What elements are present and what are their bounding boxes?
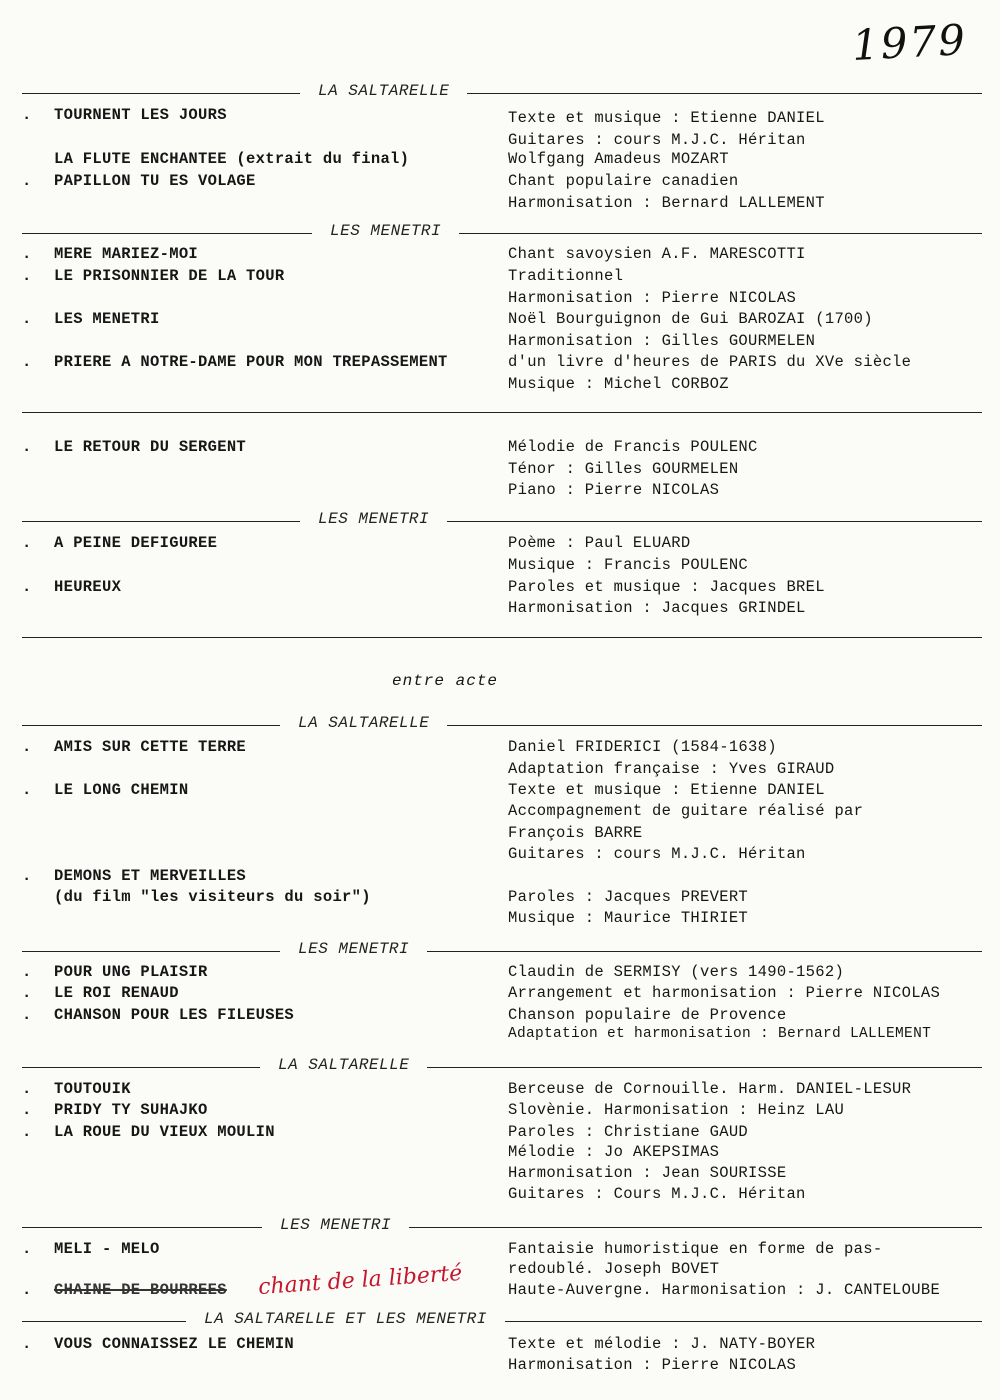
piece-credit: Paroles : Jacques PREVERT (508, 888, 749, 906)
struck-piece-title: CHAINE DE BOURREES (54, 1281, 227, 1299)
program-row (0, 373, 1000, 395)
program-row: . VOUS CONNAISSEZ LE CHEMIN Texte et mélodie : J. NATY-BOYER (22, 1335, 816, 1353)
program-row (0, 1162, 1000, 1184)
piece-credit: Daniel FRIDERICI (1584-1638) (508, 738, 777, 756)
program-row: . CHANSON POUR LES FILEUSES Chanson populaire de Provence (22, 1006, 787, 1024)
program-row (0, 800, 1000, 822)
piece-credit: Musique : Francis POULENC (508, 556, 749, 574)
piece-credit: Arrangement et harmonisation : Pierre NICOLAS (508, 984, 941, 1002)
piece-credit: Paroles : Christiane GAUD (508, 1123, 749, 1141)
program-row (0, 330, 1000, 352)
piece-credit: redoublé. Joseph BOVET (508, 1260, 720, 1278)
program-row (0, 192, 1000, 214)
program-row (0, 1258, 1000, 1280)
piece-title: PAPILLON TU ES VOLAGE (54, 172, 256, 190)
program-row (0, 458, 1000, 480)
divider (22, 637, 982, 638)
program-row: . AMIS SUR CETTE TERRE Daniel FRIDERICI (1584-1638) (22, 738, 777, 756)
program-row: . HEUREUX Paroles et musique : Jacques BREL (22, 578, 825, 596)
program-row (0, 843, 1000, 865)
program-row: . POUR UNG PLAISIR Claudin de SERMISY (vers 1490-1562) (22, 963, 845, 981)
piece-credit: Noël Bourguignon de Gui BAROZAI (1700) (508, 310, 873, 328)
piece-credit: Harmonisation : Pierre NICOLAS (508, 1356, 797, 1374)
piece-title: HEUREUX (54, 578, 122, 596)
section-header (0, 510, 1000, 532)
piece-credit: Texte et mélodie : J. NATY-BOYER (508, 1335, 816, 1353)
section-title: LA SALTARELLE (260, 1056, 427, 1074)
piece-credit: Texte et musique : Etienne DANIEL (508, 781, 825, 799)
piece-credit: Harmonisation : Jean SOURISSE (508, 1164, 787, 1182)
piece-credit: Adaptation française : Yves GIRAUD (508, 760, 835, 778)
piece-title: LE LONG CHEMIN (54, 781, 189, 799)
piece-title: TOUTOUIK (54, 1080, 131, 1098)
piece-credit: Harmonisation : Jacques GRINDEL (508, 599, 806, 617)
piece-credit: Mélodie de Francis POULENC (508, 438, 758, 456)
piece-credit: François BARRE (508, 824, 643, 842)
program-row (0, 148, 1000, 170)
handwritten-year: 1979 (850, 15, 969, 70)
program-row: . LE ROI RENAUD Arrangement et harmonisation : Pierre NICOLAS (22, 984, 941, 1002)
piece-credit: Harmonisation : Pierre NICOLAS (508, 289, 797, 307)
program-row (0, 1354, 1000, 1376)
program-row: . LA ROUE DU VIEUX MOULIN Paroles : Christiane GAUD (22, 1123, 749, 1141)
program-row: . LES MENETRI Noël Bourguignon de Gui BAROZAI (1700) (22, 310, 873, 328)
piece-subtitle: (du film "les visiteurs du soir") (54, 888, 371, 906)
handwritten-correction: chant de la liberté (257, 1260, 464, 1301)
program-row: . PAPILLON TU ES VOLAGE Chant populaire canadien (22, 172, 739, 190)
piece-credit: Paroles et musique : Jacques BREL (508, 578, 825, 596)
piece-credit: d'un livre d'heures de PARIS du XVe siècle (508, 353, 912, 371)
program-row: . A PEINE DEFIGUREE Poème : Paul ELUARD (22, 534, 691, 552)
section-title: LES MENETRI (262, 1216, 409, 1234)
section-title: LA SALTARELLE ET LES MENETRI (186, 1310, 505, 1328)
piece-title: POUR UNG PLAISIR (54, 963, 208, 981)
program-row (0, 758, 1000, 780)
piece-title: LA FLUTE ENCHANTEE (extrait du final) (54, 150, 410, 168)
piece-credit: Wolfgang Amadeus MOZART (508, 150, 729, 168)
program-row: . PRIERE A NOTRE-DAME POUR MON TREPASSEMENT d'un livre d'heures de PARIS du XVe siècle (22, 353, 912, 371)
piece-credit: Guitares : cours M.J.C. Héritan (508, 845, 806, 863)
piece-credit: Haute-Auvergne. Harmonisation : J. CANTELOUBE (508, 1281, 941, 1299)
program-row (0, 479, 1000, 501)
program-row: . LE RETOUR DU SERGENT Mélodie de Francis POULENC (22, 438, 758, 456)
piece-title: A PEINE DEFIGUREE (54, 534, 218, 552)
program-row (0, 1023, 1000, 1045)
piece-credit: Slovènie. Harmonisation : Heinz LAU (508, 1101, 845, 1119)
program-row (0, 287, 1000, 309)
section-header (0, 222, 1000, 244)
piece-title: CHANSON POUR LES FILEUSES (54, 1006, 295, 1024)
piece-credit: Mélodie : Jo AKEPSIMAS (508, 1143, 720, 1161)
piece-credit: Adaptation et harmonisation : Bernard LALLEMENT (508, 1026, 932, 1042)
program-row: . TOUTOUIK Berceuse de Cornouille. Harm. DANIEL-LESUR (22, 1080, 912, 1098)
piece-credit: Accompagnement de guitare réalisé par (508, 802, 864, 820)
piece-title: LES MENETRI (54, 310, 160, 328)
section-title: LES MENETRI (312, 222, 459, 240)
piece-credit: Musique : Michel CORBOZ (508, 375, 729, 393)
program-row: . DEMONS ET MERVEILLES (22, 867, 247, 885)
piece-credit: Fantaisie humoristique en forme de pas- (508, 1240, 883, 1258)
program-row (0, 1183, 1000, 1205)
program-row: . CHAINE DE BOURREES Haute-Auvergne. Harmonisation : J. CANTELOUBE (22, 1281, 941, 1299)
piece-title: MELI - MELO (54, 1240, 160, 1258)
section-header (0, 714, 1000, 736)
section-title: LES MENETRI (280, 940, 427, 958)
program-row (0, 886, 1000, 908)
piece-credit: Piano : Pierre NICOLAS (508, 481, 720, 499)
section-title: LA SALTARELLE (300, 82, 467, 100)
piece-title: MERE MARIEZ-MOI (54, 245, 199, 263)
piece-title: LE ROI RENAUD (54, 984, 179, 1002)
divider (22, 412, 982, 413)
piece-credit: Claudin de SERMISY (vers 1490-1562) (508, 963, 845, 981)
section-title: LES MENETRI (300, 510, 447, 528)
piece-title: TOURNENT LES JOURS (54, 106, 227, 124)
piece-title: PRIERE A NOTRE-DAME POUR MON TREPASSEMENT (54, 353, 448, 371)
section-title: LA SALTARELLE (280, 714, 447, 732)
program-row: . LE LONG CHEMIN Texte et musique : Etienne DANIEL (22, 781, 825, 799)
piece-title: LA ROUE DU VIEUX MOULIN (54, 1123, 275, 1141)
piece-title: PRIDY TY SUHAJKO (54, 1101, 208, 1119)
program-row (0, 597, 1000, 619)
section-header (0, 1310, 1000, 1332)
piece-title: DEMONS ET MERVEILLES (54, 867, 247, 885)
piece-credit: Chanson populaire de Provence (508, 1006, 787, 1024)
piece-credit: Traditionnel (508, 267, 624, 285)
piece-credit: Poème : Paul ELUARD (508, 534, 691, 552)
intermission-label: entre acte (392, 672, 499, 690)
piece-credit: Guitares : Cours M.J.C. Héritan (508, 1185, 806, 1203)
section-header (0, 1056, 1000, 1078)
piece-title: AMIS SUR CETTE TERRE (54, 738, 247, 756)
program-row: . TOURNENT LES JOURS Texte et musique : Etienne DANIEL (22, 106, 825, 127)
program-row (0, 822, 1000, 844)
program-row: . MERE MARIEZ-MOI Chant savoysien A.F. MARESCOTTI (22, 245, 806, 263)
piece-credit: Ténor : Gilles GOURMELEN (508, 460, 739, 478)
section-header (0, 1216, 1000, 1238)
program-row: . MELI - MELO Fantaisie humoristique en forme de pas- (22, 1240, 883, 1258)
piece-title: LE RETOUR DU SERGENT (54, 438, 247, 456)
program-row: . LE PRISONNIER DE LA TOUR Traditionnel (22, 267, 624, 285)
piece-title: VOUS CONNAISSEZ LE CHEMIN (54, 1335, 295, 1353)
section-header (0, 940, 1000, 962)
piece-credit: Harmonisation : Bernard LALLEMENT (508, 194, 825, 212)
program-row (0, 907, 1000, 929)
piece-credit: Chant savoysien A.F. MARESCOTTI (508, 245, 806, 263)
piece-credit: Texte et musique : Etienne DANIEL (508, 109, 825, 127)
piece-credit: Harmonisation : Gilles GOURMELEN (508, 332, 816, 350)
program-row: . PRIDY TY SUHAJKO Slovènie. Harmonisation : Heinz LAU (22, 1101, 845, 1119)
program-row (0, 1141, 1000, 1163)
piece-credit: Berceuse de Cornouille. Harm. DANIEL-LESUR (508, 1080, 912, 1098)
piece-credit: Chant populaire canadien (508, 172, 739, 190)
piece-credit: Musique : Maurice THIRIET (508, 909, 749, 927)
program-row (0, 554, 1000, 576)
piece-title: LE PRISONNIER DE LA TOUR (54, 267, 285, 285)
section-header (0, 82, 1000, 104)
piece-credit: Guitares : cours M.J.C. Héritan (508, 131, 806, 149)
